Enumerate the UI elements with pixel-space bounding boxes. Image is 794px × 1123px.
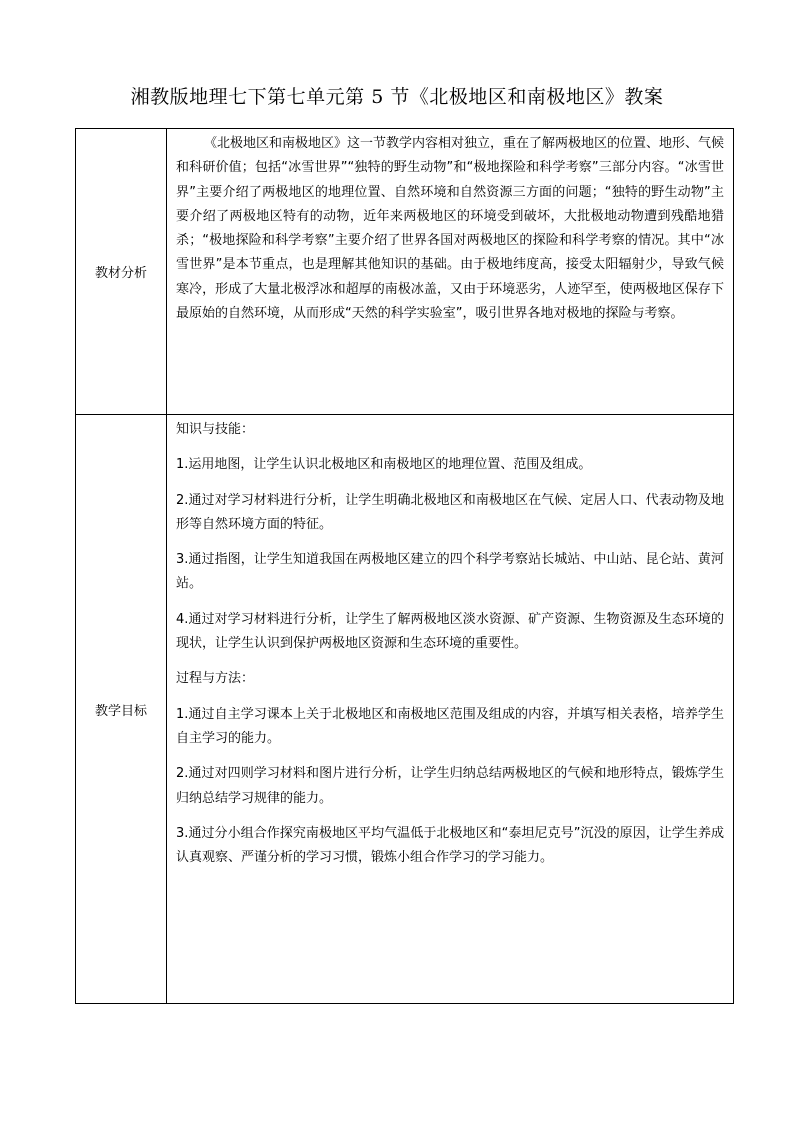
process-item-3: 3.通过分小组合作探究南极地区平均气温低于北极地区和“泰坦尼克号”沉没的原因，让学生养成认真观察、严谨分析的学习习惯，锻炼小组合作学习的学习能力。	[176, 825, 724, 866]
objectives-label: 教学目标	[76, 415, 167, 1004]
objectives-content	[167, 415, 734, 1004]
process-item-1: 1.通过自主学习课本上关于北极地区和南极地区范围及组成的内容，并填写相关表格，培养学生自主学习的能力。	[176, 706, 724, 746]
analysis-text: 《北极地区和南极地区》这一节教学内容相对独立，重在了解两极地区的位置、地形、气候和科研价值；包括“冰雪世界”“独特的野生动物”和“极地探险和科学考察”三部分内容。“冰雪世界”主要介绍了两极地区的地理位置、自然环境和自然资源三方面的问题；“独特的野生动物”主要介绍了两极地区特有的动物，近年来两极地区的环境受到破坏，大批极地动物遭到残酷地猎杀；“极地探险和科学考察”主要介绍了世界各国对两极地区的探险和科学考察的情况。其中“冰雪世界”是本节重点，也是理解其他知识的基础。由于极地纬度高，接受太阳辐射少，导致气候寒冷，形成了大量北极浮冰和超厚的南极冰盖，又由于环境恶劣，人迹罕至，使两极地区保存下最原始的自然环境，从而形成“天然的科学实验室”，吸引世界各地对极地的探险与考察。	[176, 136, 725, 322]
objectives-row	[76, 415, 734, 1004]
analysis-content	[167, 129, 734, 415]
lesson-plan-table	[75, 128, 734, 1004]
knowledge-heading: 知识与技能：	[176, 422, 255, 437]
process-heading: 过程与方法：	[176, 671, 255, 687]
analysis-row	[76, 129, 734, 415]
process-item-2: 2.通过对四则学习材料和图片进行分析，让学生归纳总结两极地区的气候和地形特点，锻炼学生归纳总结学习规律的能力。	[176, 766, 724, 806]
document-title: 湘教版地理七下第七单元第 5 节《北极地区和南极地区》教案	[130, 86, 664, 108]
knowledge-item-1: 1.运用地图，让学生认识北极地区和南极地区的地理位置、范围及组成。	[176, 457, 592, 473]
knowledge-item-4: 4.通过对学习材料进行分析，让学生了解两极地区淡水资源、矿产资源、生物资源及生态环境的现状，让学生认识到保护两极地区资源和生态环境的重要性。	[176, 611, 724, 652]
analysis-label: 教材分析	[76, 129, 167, 415]
knowledge-item-2: 2.通过对学习材料进行分析，让学生明确北极地区和南极地区在气候、定居人口、代表动物及地形等自然环境方面的特征。	[176, 492, 724, 532]
knowledge-item-3: 3.通过指图，让学生知道我国在两极地区建立的四个科学考察站长城站、中山站、昆仑站、黄河站。	[176, 552, 724, 592]
